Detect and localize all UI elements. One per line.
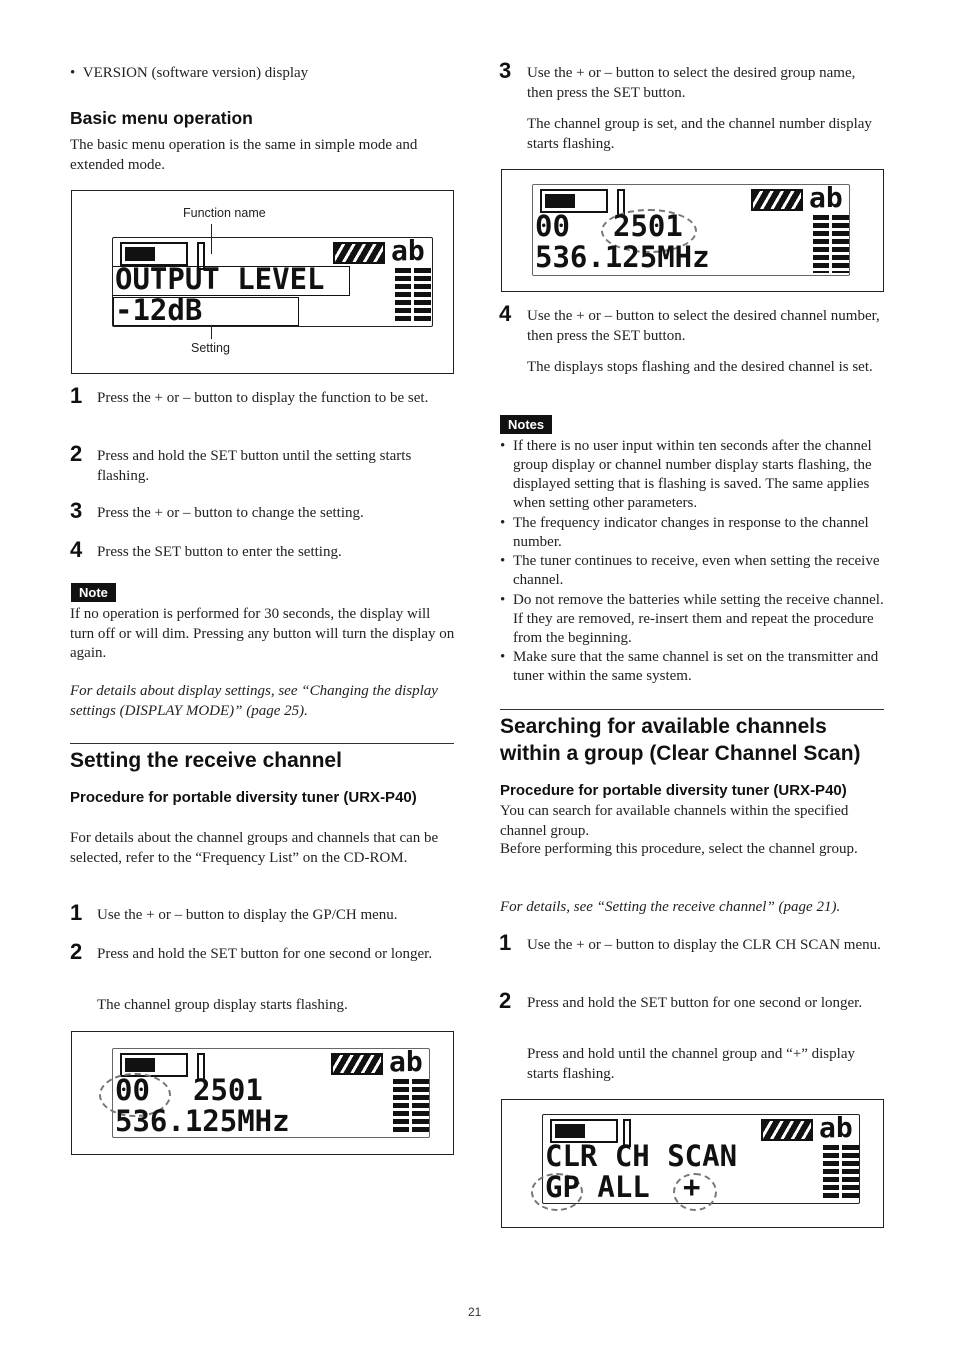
function-name-text: OUTPUT LEVEL [115,262,325,296]
step-number: 4 [499,301,512,326]
section-divider [500,709,884,710]
figure-group-flashing [71,1031,454,1155]
step-text: Use the + or – button to display the CLR CH SCAN menu. [527,937,881,953]
bullet-dot: • [500,592,506,608]
step-number: 3 [70,498,83,523]
battery-full-icon [331,1053,383,1075]
step-text: Press the SET button to enter the setting. [97,544,342,560]
note-item-text: The frequency indicator changes in response to the channel number. [513,515,869,550]
step-text: Press and hold the SET button for one second or longer. [97,946,433,962]
ab-label: ab [391,234,425,267]
signal-bars-gap [839,1145,842,1201]
bullet-dot: • [500,553,506,569]
note-item [500,514,884,552]
ab-label: ab [819,1111,853,1144]
version-bullet [70,64,460,84]
frequency-text: 536.125MHz [115,1104,290,1138]
setting-value-text: -12dB [115,293,203,327]
channel-number-text: 2501 [613,209,683,243]
figure-function-display [71,190,454,374]
procedure-intro: For details about the channel groups and channels that can be selected, refer to the “Frequency List” on the CD-ROM. [70,830,439,866]
step-text: Press the + or – button to change the setting. [97,505,364,521]
figure-channel-flashing [501,169,884,292]
scan-procedure-heading: Procedure for portable diversity tuner (URX-P40) [500,782,847,799]
step-number: 2 [70,939,83,964]
note-item [500,437,884,513]
note-text: If no operation is performed for 30 seconds, the display will turn off or will dim. Pressing any button will turn the display on again. [70,606,455,661]
step-result: The channel group is set, and the channel number display starts flashing. [527,116,872,152]
channel-number-text: 2501 [193,1073,263,1107]
step-text: Press the + or – button to display the function to be set. [97,390,429,406]
group-number-text: 00 [535,209,570,243]
section-heading: Setting the receive channel [70,749,342,772]
note-item-text: Make sure that the same channel is set on the transmitter and tuner within the same system. [513,649,879,684]
group-all-text: GP ALL [545,1170,650,1204]
lcd-panel [112,1045,430,1138]
step-text: Use the + or – button to display the GP/CH menu. [97,907,398,923]
signal-bars-gap [411,268,414,324]
step-result: The channel group display starts flashing. [97,997,348,1013]
lcd-panel [542,1111,860,1204]
note-item [500,648,884,686]
bullet-dot: • [70,65,83,81]
ab-label: ab [809,181,843,214]
frequency-text: 536.125MHz [535,240,710,274]
version-bullet-text: VERSION (software version) display [82,65,309,81]
step-result: Press and hold until the channel group and “+” display starts flashing. [527,1046,855,1082]
signal-bars-gap [829,215,832,273]
step-number: 2 [499,988,512,1013]
note-badge: Note [71,583,116,602]
function-name-label: Function name [183,206,266,220]
basic-menu-heading: Basic menu operation [70,108,253,128]
basic-menu-intro: The basic menu operation is the same in simple mode and extended mode. [70,137,418,173]
plus-text: + [683,1170,701,1204]
step-number: 1 [70,383,83,408]
setting-value-box [113,297,299,326]
step-number: 1 [499,930,512,955]
lcd-panel [112,234,433,327]
figure-clear-channel-scan [501,1099,884,1228]
notes-badge: Notes [500,415,552,434]
battery-full-icon [333,242,385,264]
step-result: The displays stops flashing and the desired channel is set. [527,359,873,375]
note-item-text: The tuner continues to receive, even when setting the receive channel. [513,553,880,588]
scan-intro: You can search for available channels within the specified channel group. [500,803,849,839]
step-text: Press and hold the SET button until the setting starts flashing. [97,448,412,484]
battery-full-icon [751,189,803,211]
bullet-dot: • [500,649,506,665]
group-number-text: 00 [115,1073,150,1107]
setting-leader-line [211,325,212,339]
step-number: 3 [499,58,512,83]
ab-label: ab [389,1045,423,1078]
section-divider [70,743,454,744]
details-reference: For details about display settings, see “Changing the display settings (DISPLAY MODE)” (page 25). [70,683,438,719]
lcd-panel [532,181,850,276]
note-item-text: Do not remove the batteries while setting the receive channel. If they are removed, re-insert them and repeat the procedure from the beginning. [513,592,884,646]
step-text: Press and hold the SET button for one second or longer. [527,995,863,1011]
note-item [500,591,884,648]
scan-menu-text: CLR CH SCAN [545,1139,738,1173]
note-item-text: If there is no user input within ten seconds after the channel group display or channel number display starts flashing, the displayed setting that is flashing is saved. The same applies when setting other parameters. [513,438,872,511]
bullet-dot: • [500,515,506,531]
battery-full-icon [761,1119,813,1141]
bullet-dot: • [500,438,506,454]
signal-bars-gap [409,1079,412,1135]
step-text: Use the + or – button to select the desired channel number, then press the SET button. [527,308,880,344]
function-name-box [113,266,350,296]
note-item [500,552,884,590]
step-number: 2 [70,441,83,466]
page-number: 21 [468,1305,482,1319]
step-text: Use the + or – button to select the desired group name, then press the SET button. [527,65,856,101]
procedure-heading: Procedure for portable diversity tuner (URX-P40) [70,789,417,806]
scan-intro-2: Before performing this procedure, select the channel group. [500,841,858,857]
step-number: 4 [70,537,83,562]
scan-reference: For details, see “Setting the receive channel” (page 21). [500,899,841,915]
scan-heading: Searching for available channels within a group (Clear Channel Scan) [500,715,861,765]
step-number: 1 [70,900,83,925]
setting-label: Setting [191,341,230,355]
